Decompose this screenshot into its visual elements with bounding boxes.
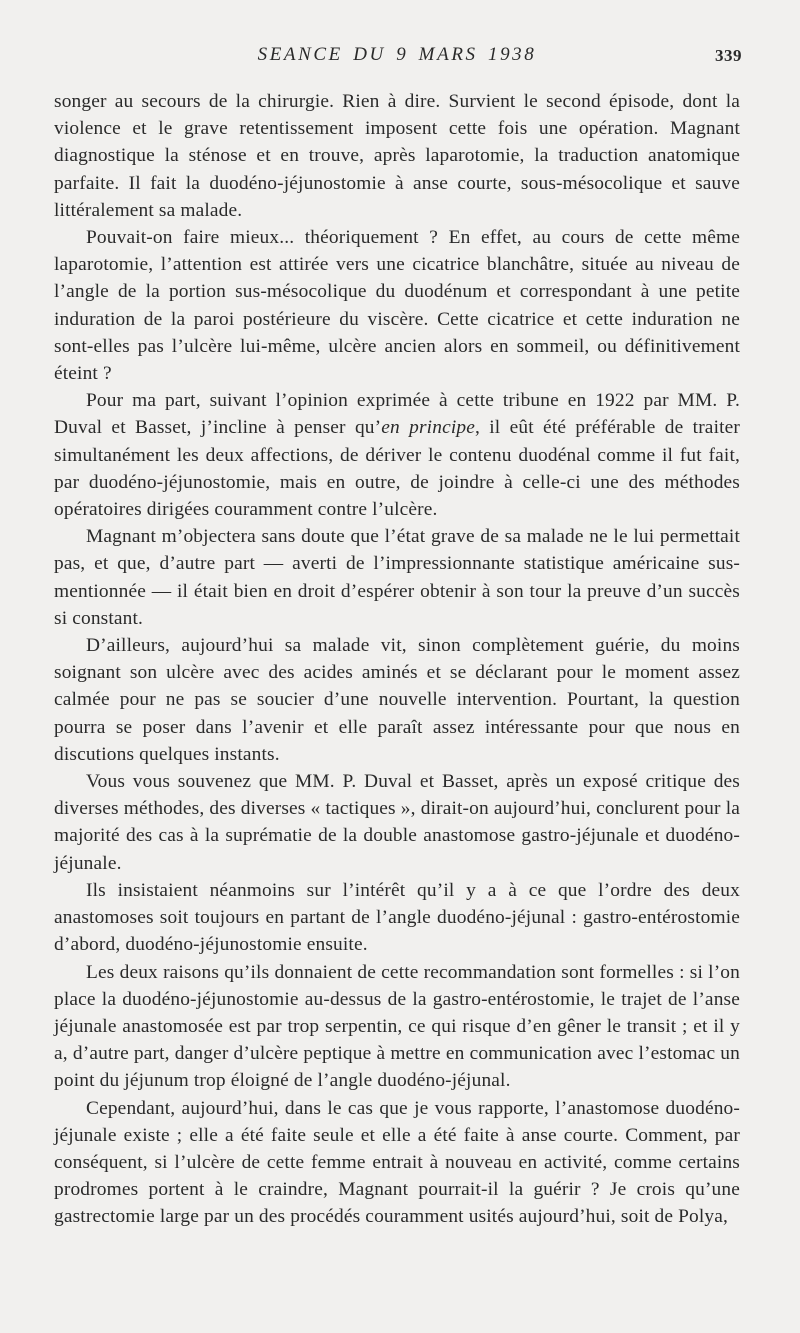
paragraph-text: Pour ma part, suivant l’opinion exprimée à cette tribune en 1922 par MM. P. Duval et Basset, j’incline à penser qu’	[54, 390, 740, 439]
paragraph: Magnant m’objectera sans doute que l’état grave de sa malade ne le lui permettait pas, et que, d’autre part — averti de l’impressionnante statistique américaine sus-mentionnée — il était bien en droit d’espérer obtenir à son tour la preuve d’un succès si constant.	[54, 526, 740, 629]
paragraph: Pouvait-on faire mieux... théoriquement ? En effet, au cours de cette même laparotomie, l’attention est attirée vers une cicatrice blanchâtre, située au niveau de l’angle de la portion sus-mésocolique du duodénum et correspondant à une petite induration de la paroi postérieure du viscère. Cette cicatrice et cette induration ne sont-elles pas l’ulcère lui-même, ulcère ancien alors en sommeil, ou définitivement éteint ?	[54, 227, 740, 385]
paragraph: Cependant, aujourd’hui, dans le cas que je vous rapporte, l’anastomose duodéno-jéjunale existe ; elle a été faite seule et elle a été faite à anse courte. Comment, par conséquent, si l’ulcère de cette femme entrait à nouveau en activité, comme certains prodromes portent à le craindre, Magnant pourrait-il la guérir ? Je crois qu’une gastrectomie large par un des procédés couramment usités aujourd’hui, soit de Polya,	[54, 1097, 740, 1228]
body-text	[54, 88, 740, 1231]
page-number: 339	[715, 46, 742, 65]
running-head	[56, 44, 742, 74]
paragraph	[54, 387, 740, 523]
paragraph: Ils insistaient néanmoins sur l’intérêt qu’il y a à ce que l’ordre des deux anastomoses soit toujours en partant de l’angle duodéno-jéjunal : gastro-entérostomie d’abord, duodéno-jéjunostomie ensuite.	[54, 879, 740, 956]
running-head-title: SEANCE DU 9 MARS 1938	[257, 44, 537, 65]
paragraph-continued: songer au secours de la chirurgie. Rien à dire. Survient le second épisode, dont la violence et le grave retentissement imposent cette fois une opération. Magnant diagnostique la sténose et en trouve, après laparotomie, la traduction anatomique parfaite. Il fait la duodéno-jéjunostomie à anse courte, sous-mésocolique et sauve littéralement sa malade.	[54, 91, 740, 221]
paragraph-text: , il eût été préférable de traiter simultanément les deux affections, de dériver le contenu duodénal comme il fut fait, par duodéno-jéjunostomie, mais en outre, de joindre à celle-ci une des méthodes opératoires dirigées couramment contre l’ulcère.	[54, 417, 741, 521]
paragraph: Les deux raisons qu’ils donnaient de cette recommandation sont formelles : si l’on place la duodéno-jéjunostomie au-dessus de la gastro-entérostomie, le trajet de l’anse jéjunale anastomosée est par trop serpentin, ce qui risque d’en gêner le transit ; et il y a, d’autre part, danger d’ulcère peptique à mettre en communication avec l’estomac un point du jéjunum trop éloigné de l’angle duodéno-jéjunal.	[54, 961, 740, 1092]
italic-phrase: en principe	[381, 417, 475, 439]
paragraph: Vous vous souvenez que MM. P. Duval et Basset, après un exposé critique des diverses méthodes, des diverses « tactiques », dirait-on aujourd’hui, conclurent pour la majorité des cas à la suprématie de la double anastomose gastro-jéjunale et duodéno-jéjunale.	[54, 771, 740, 874]
paragraph: D’ailleurs, aujourd’hui sa malade vit, sinon complètement guérie, du moins soignant son ulcère avec des acides aminés et se déclarant pour le moment assez calmée pour ne pas se soucier d’une nouvelle intervention. Pourtant, la question pourra se poser dans l’avenir et elle paraît assez intéressante pour que nous en discutions quelques instants.	[54, 635, 740, 765]
